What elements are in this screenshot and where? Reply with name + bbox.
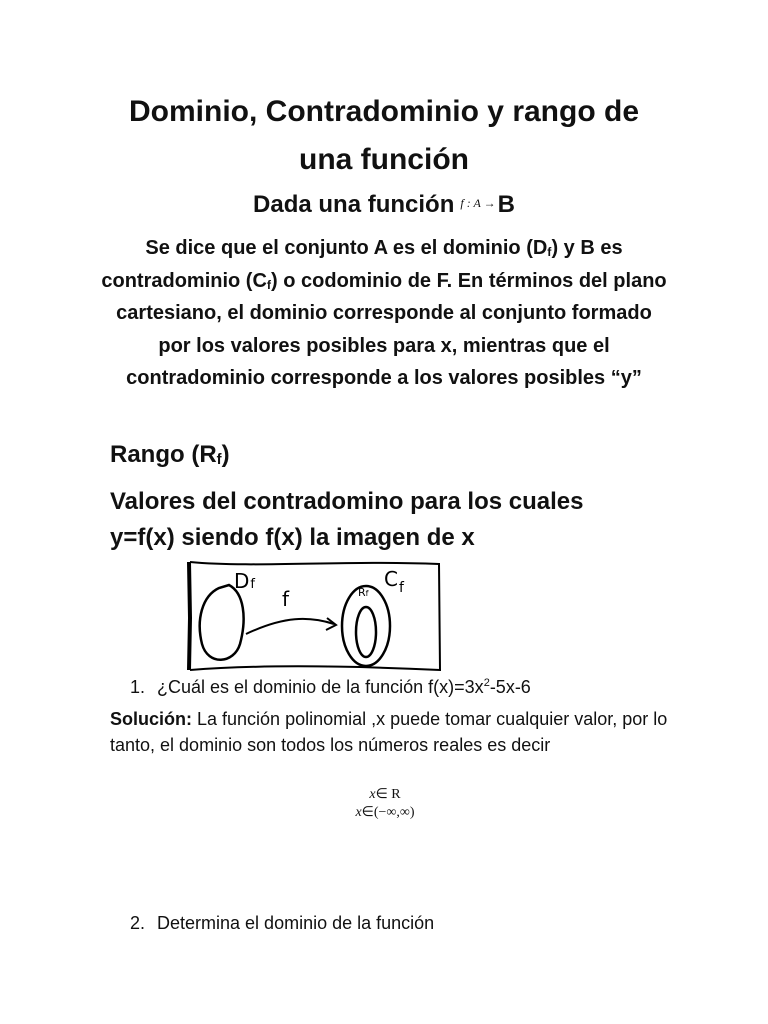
question-1-number: 1. bbox=[130, 677, 146, 697]
question-1 bbox=[130, 670, 531, 700]
range-set-oval bbox=[356, 607, 376, 657]
question-1-text-end: -5x-6 bbox=[489, 677, 531, 697]
question-2-text: Determina el dominio de la función bbox=[157, 913, 435, 933]
intro-part-3: ) o codominio de F. En términos del plano cartesiano, el dominio corresponde al conjunto formado por los valores posibles para x, mientras que el contradominio corresponde a los valores posibles “y” bbox=[116, 269, 667, 389]
mapping-arrow bbox=[246, 619, 334, 634]
map-colon: : bbox=[466, 196, 471, 210]
math-line-2: x∈(−∞,∞) bbox=[355, 805, 415, 820]
rango-close: ) bbox=[221, 441, 230, 468]
question-1-exponent: 2 bbox=[483, 677, 490, 689]
intro-part-2: ) y B es contradominio (C bbox=[101, 237, 623, 292]
intro-sub-2: f bbox=[266, 277, 272, 292]
codomain-set-oval bbox=[342, 586, 390, 666]
rango-definition bbox=[110, 484, 670, 556]
diagram-frame bbox=[190, 562, 440, 670]
rango-text: Rango (R bbox=[110, 441, 217, 468]
page-title bbox=[100, 88, 668, 184]
rango-heading bbox=[110, 438, 230, 472]
map-f: f bbox=[460, 196, 464, 210]
domain-set-oval bbox=[200, 585, 244, 660]
question-2-number: 2. bbox=[130, 913, 146, 933]
definition-line-2: y=f(x) siendo f(x) la imagen de x bbox=[110, 524, 475, 551]
solution-math bbox=[340, 786, 430, 822]
solution-label: Solución: bbox=[110, 709, 192, 729]
intro-sub-1: f bbox=[547, 245, 552, 259]
map-arrow: → bbox=[483, 196, 496, 210]
function-diagram bbox=[184, 558, 446, 674]
math-line-1: x∈ R bbox=[369, 787, 401, 802]
range-label: Rf bbox=[358, 586, 369, 599]
subtitle-text: Dada una función bbox=[253, 191, 455, 218]
definition-line-1: Valores del contradomino para los cuales bbox=[110, 488, 584, 515]
domain-label: Df bbox=[234, 569, 255, 593]
codomain-label: $C_f$ bbox=[384, 567, 404, 596]
intro-part-1: Se dice que el conjunto A es el dominio (D bbox=[145, 237, 548, 259]
intro-paragraph bbox=[100, 232, 668, 395]
rango-sub: f bbox=[216, 452, 222, 468]
diagram-left-border bbox=[189, 562, 190, 670]
solution-text: La función polinomial ,x puede tomar cualquier valor, por lo tanto, el dominio son todos los números reales es decir bbox=[110, 709, 668, 755]
function-mapping bbox=[460, 196, 495, 210]
title-line-1: Dominio, Contradominio y rango de bbox=[129, 95, 639, 128]
question-1-text: ¿Cuál es el dominio de la función f(x)=3x bbox=[157, 677, 484, 697]
function-label: f bbox=[282, 587, 290, 611]
map-b: B bbox=[497, 191, 515, 218]
subtitle bbox=[0, 186, 768, 222]
solution-paragraph bbox=[110, 706, 670, 758]
title-line-2: una función bbox=[299, 143, 469, 176]
map-a: A bbox=[473, 196, 481, 210]
question-2 bbox=[130, 910, 434, 936]
